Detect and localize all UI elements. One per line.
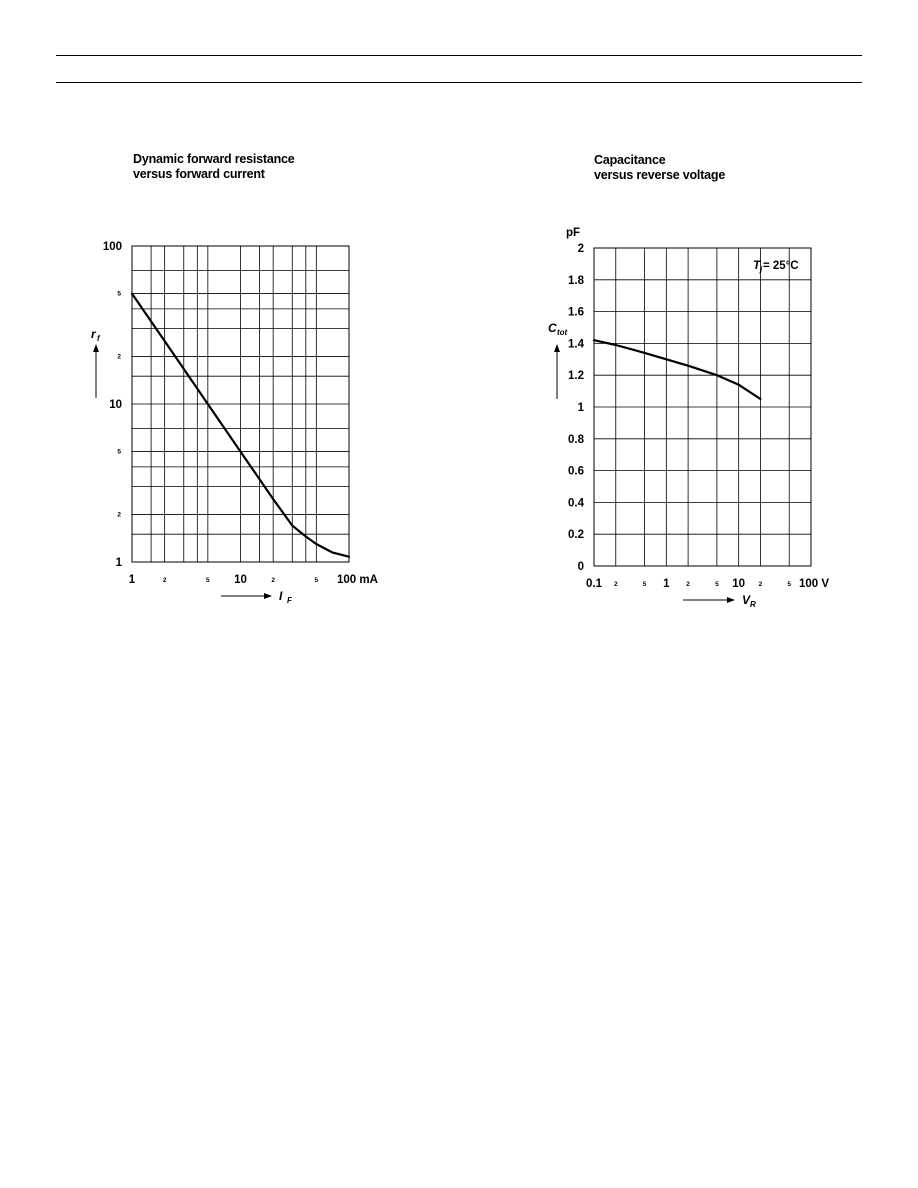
y-tick-label: 10 bbox=[109, 399, 122, 411]
y-tick-label-minor: 2 bbox=[117, 353, 121, 361]
y-axis-label-sub: tot bbox=[557, 328, 568, 337]
y-axis-unit: pF bbox=[566, 227, 581, 239]
chart2 bbox=[548, 227, 829, 609]
y-tick-label: 1.6 bbox=[568, 306, 584, 319]
y-tick-label: 1.8 bbox=[568, 274, 584, 287]
x-tick-label-minor: 5 bbox=[642, 581, 647, 588]
y-axis-label-sub: f bbox=[97, 334, 100, 343]
x-axis-label: V bbox=[742, 593, 751, 607]
x-axis-label-sub: F bbox=[287, 596, 292, 605]
x-tick-label-minor: 5 bbox=[206, 577, 210, 584]
x-tick-label: 100 V bbox=[799, 578, 830, 590]
x-axis-arrow-head bbox=[727, 597, 735, 603]
x-tick-label-minor: 2 bbox=[613, 581, 618, 588]
y-tick-label: 100 bbox=[102, 241, 122, 253]
x-tick-label-minor: 2 bbox=[758, 581, 763, 588]
y-axis-label: r bbox=[91, 327, 96, 341]
y-axis-arrow-head bbox=[554, 344, 560, 352]
chart2-title-line2: versus reverse voltage bbox=[594, 168, 726, 182]
chart1 bbox=[91, 241, 378, 605]
annotation-text: = 25°C bbox=[763, 260, 799, 272]
x-tick-label: 1 bbox=[663, 578, 670, 590]
y-tick-label: 0.2 bbox=[568, 529, 584, 542]
y-tick-label: 0.4 bbox=[568, 497, 584, 510]
y-tick-label: 0.6 bbox=[568, 465, 584, 478]
y-tick-label: 0.8 bbox=[568, 433, 584, 446]
x-axis-arrow-head bbox=[264, 593, 272, 599]
x-tick-label-minor: 5 bbox=[314, 577, 319, 584]
y-tick-label: 1 bbox=[115, 557, 122, 569]
annotation-sub: j bbox=[760, 265, 763, 274]
y-tick-label: 1.4 bbox=[568, 338, 584, 351]
series-line bbox=[594, 340, 760, 399]
y-tick-label: 2 bbox=[577, 243, 584, 255]
x-tick-label-minor: 5 bbox=[787, 581, 792, 588]
y-tick-label-minor: 5 bbox=[117, 448, 121, 456]
x-axis-label: I bbox=[279, 589, 283, 603]
chart1-title-line1: Dynamic forward resistance bbox=[133, 152, 295, 166]
x-tick-label: 10 bbox=[732, 578, 746, 590]
y-tick-label-minor: 5 bbox=[117, 290, 121, 298]
y-tick-label: 1.2 bbox=[568, 370, 584, 383]
y-tick-label: 0 bbox=[577, 561, 584, 573]
x-tick-label-minor: 2 bbox=[162, 577, 167, 584]
y-axis-label: C bbox=[548, 321, 557, 335]
chart2-title-line1: Capacitance bbox=[594, 153, 666, 167]
x-tick-label: 100 mA bbox=[337, 574, 378, 586]
x-tick-label-minor: 5 bbox=[715, 581, 719, 588]
x-axis-label-sub: R bbox=[750, 600, 756, 609]
x-tick-label: 1 bbox=[128, 574, 136, 586]
chart1-title-line2: versus forward current bbox=[133, 167, 265, 181]
y-tick-label-minor: 2 bbox=[117, 511, 121, 519]
x-tick-label: 10 bbox=[234, 574, 247, 586]
y-tick-label: 1 bbox=[577, 402, 584, 414]
y-axis-arrow-head bbox=[93, 344, 99, 352]
annotation-symbol: T bbox=[753, 258, 761, 272]
x-tick-label-minor: 2 bbox=[271, 577, 275, 584]
x-tick-label: 0.1 bbox=[586, 578, 602, 590]
x-tick-label-minor: 2 bbox=[686, 581, 690, 588]
